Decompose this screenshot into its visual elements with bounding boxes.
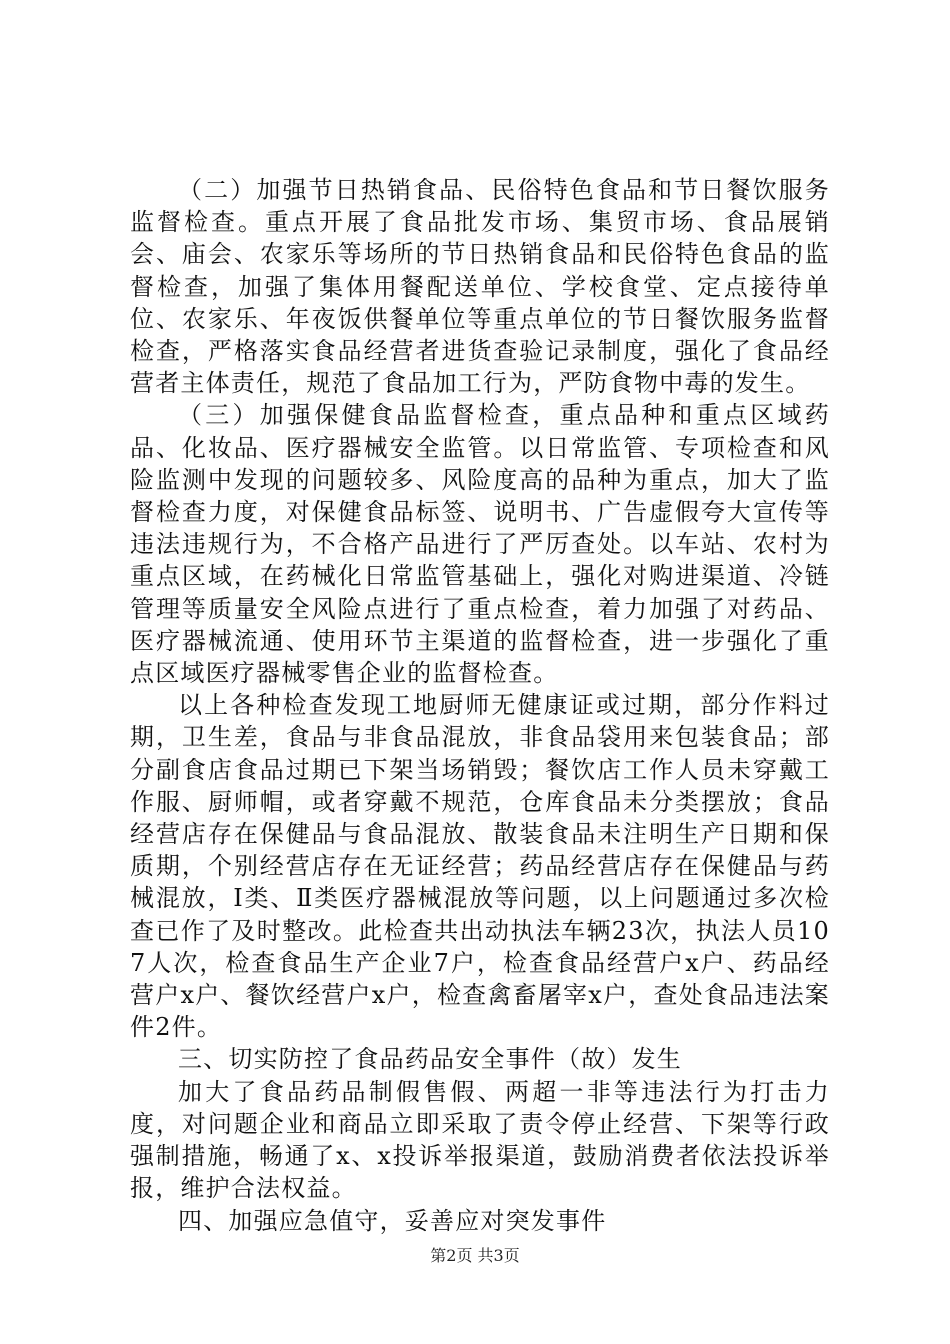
section-heading-3: 三、切实防控了食品药品安全事件（故）发生 <box>178 1045 682 1074</box>
document-body <box>130 174 830 1237</box>
paragraph-holiday-food-inspection: （二）加强节日热销食品、民俗特色食品和节日餐饮服务监督检查。重点开展了食品批发市场、集贸市场、食品展销会、庙会、农家乐等场所的节日热销食品和民俗特色食品的监督检查，加强了集体用餐配送单位、学校食堂、定点接待单位、农家乐、年夜饭供餐单位等重点单位的节日餐饮服务监督检查，严格落实食品经营者进货查验记录制度，强化了食品经营者主体责任，规范了食品加工行为，严防食物中毒的发生。 <box>130 176 830 398</box>
paragraph-enforcement: 加大了食品药品制假售假、两超一非等违法行为打击力度，对问题企业和商品立即采取了责令停止经营、下架等行政强制措施，畅通了x、x投诉举报渠道，鼓励消费者依法投诉举报，维护合法权益。 <box>130 1077 830 1203</box>
section-heading-4: 四、加强应急值守，妥善应对突发事件 <box>178 1206 607 1235</box>
paragraph-inspection-findings: 以上各种检查发现工地厨师无健康证或过期，部分作料过期，卫生差，食品与非食品混放，非食品袋用来包装食品；部分副食店食品过期已下架当场销毁；餐饮店工作人员未穿戴工作服、厨师帽，或者穿戴不规范，仓库食品未分类摆放；食品经营店存在保健品与食品混放、散装食品未注明生产日期和保质期，个别经营店存在无证经营；药品经营店存在保健品与药械混放，Ⅰ类、Ⅱ类医疗器械混放等问题，以上问题通过多次检查已作了及时整改。此检查共出动执法车辆23次，执法人员107人次，检查食品生产企业7户，检查食品经营户x户、药品经营户x户、餐饮经营户x户，检查禽畜屠宰x户，查处食品违法案件2件。 <box>130 691 830 1042</box>
page-number-footer: 第2页 共3页 <box>430 1246 520 1265</box>
paragraph-health-food-inspection: （三）加强保健食品监督检查，重点品种和重点区域药品、化妆品、医疗器械安全监管。以日常监管、专项检查和风险监测中发现的问题较多、风险度高的品种为重点，加大了监督检查力度，对保健食品标签、说明书、广告虚假夸大宣传等违法违规行为，不合格产品进行了严厉查处。以车站、农村为重点区域，在药械化日常监管基础上，强化对购进渠道、冷链管理等质量安全风险点进行了重点检查，着力加强了对药品、医疗器械流通、使用环节主渠道的监督检查，进一步强化了重点区域医疗器械零售企业的监督检查。 <box>130 401 830 688</box>
